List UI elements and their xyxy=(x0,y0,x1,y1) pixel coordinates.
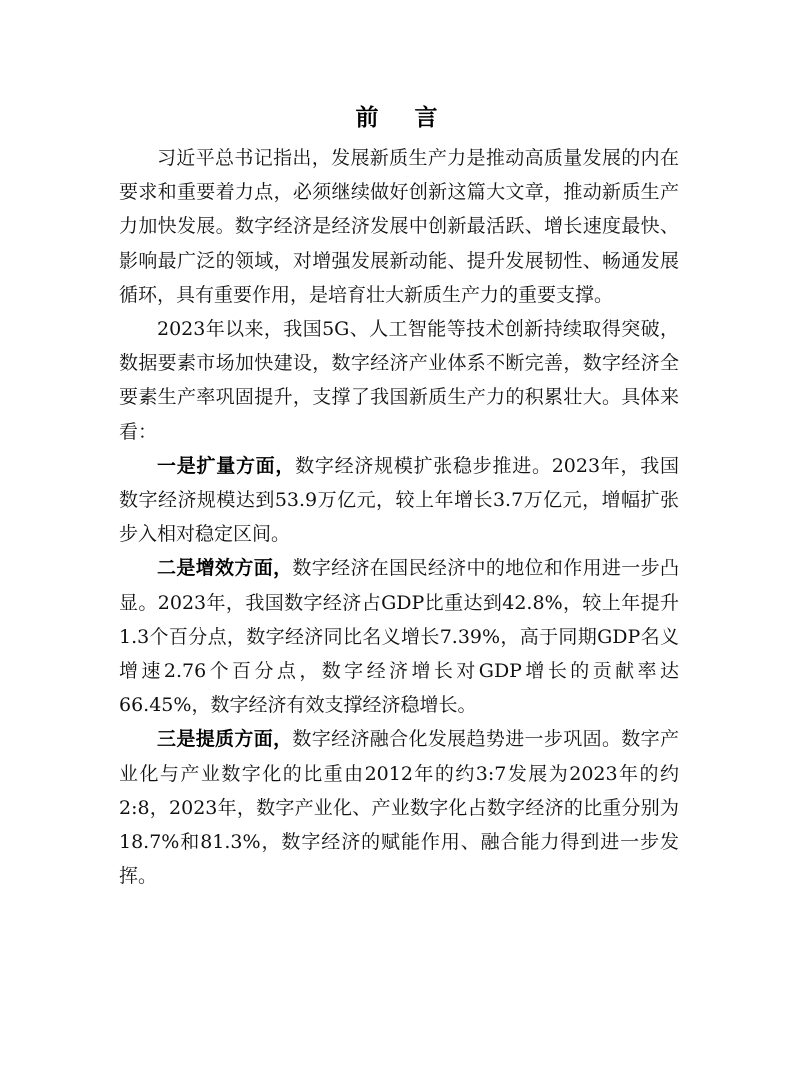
paragraph-text: 习近平总书记指出，发展新质生产力是推动高质量发展的内在要求和重要着力点，必须继续做好创新这篇大文章，推动新质生产力加快发展。数字经济是经济发展中创新最活跃、增长速度最快、影响最广泛的领域，对增强发展新动能、提升发展韧性、畅通发展循环，具有重要作用，是培育壮大新质生产力的重要支撑。 xyxy=(119,147,679,306)
paragraph-text: 数字经济在国民经济中的地位和作用进一步凸显。2023年，我国数字经济占GDP比重达到42.8%，较上年提升1.3个百分点，数字经济同比名义增长7.39%，高于同期GDP名义增速2.76个百分点，数字经济增长对GDP增长的贡献率达66.45%，数字经济有效支撑经济稳增长。 xyxy=(119,557,679,717)
body-text xyxy=(119,141,679,893)
paragraph-lead: 二是增效方面， xyxy=(157,557,293,580)
page-title: 前 言 xyxy=(355,104,452,131)
paragraph-text: 数字经济规模扩张稳步推进。2023年，我国数字经济规模达到53.9万亿元，较上年增长3.7万亿元，增幅扩张步入相对稳定区间。 xyxy=(119,454,679,546)
paragraph-overview xyxy=(119,312,679,449)
paragraph-lead: 一是扩量方面， xyxy=(157,454,296,477)
paragraph-scale xyxy=(119,449,679,552)
paragraph-text: 数字经济融合化发展趋势进一步巩固。数字产业化与产业数字化的比重由2012年的约3:7发展为2023年的约2:8，2023年，数字产业化、产业数字化占数字经济的比重分别为18.7%和81.3%，数字经济的赋能作用、融合能力得到进一步发挥。 xyxy=(119,728,679,888)
paragraph-intro xyxy=(119,141,679,312)
paragraph-efficiency xyxy=(119,551,679,722)
paragraph-text: 2023年以来，我国5G、人工智能等技术创新持续取得突破，数据要素市场加快建设，数字经济产业体系不断完善，数字经济全要素生产率巩固提升，支撑了我国新质生产力的积累壮大。具体来看： xyxy=(119,318,679,443)
paragraph-quality xyxy=(119,722,679,893)
paragraph-lead: 三是提质方面， xyxy=(157,728,293,751)
